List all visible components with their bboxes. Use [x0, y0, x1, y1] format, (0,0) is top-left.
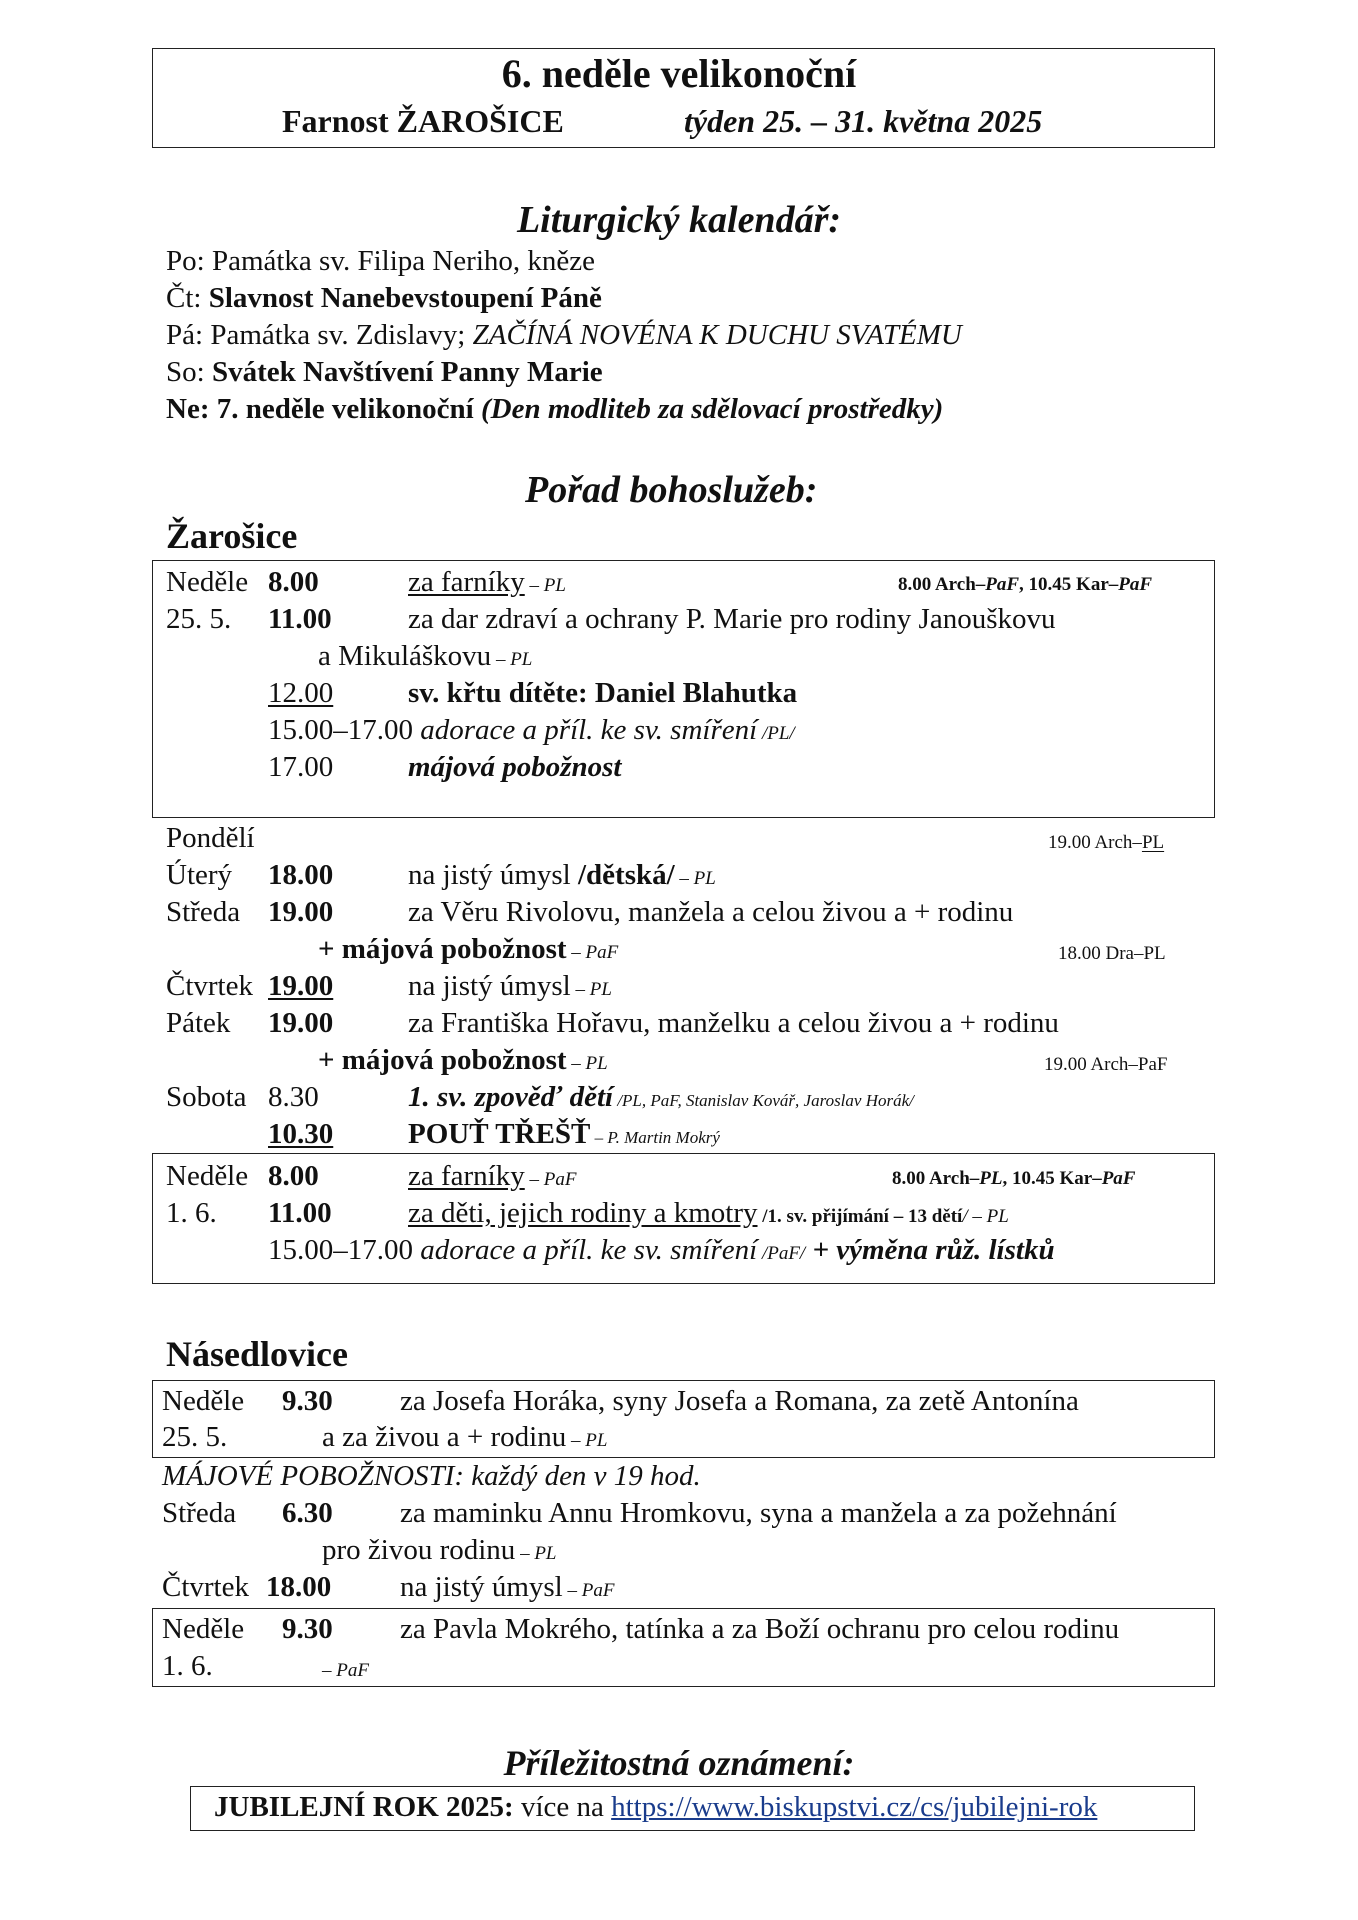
z-next-sunday-time-2: 11.00 [268, 1197, 332, 1229]
jubilee-link[interactable]: https://www.biskupstvi.cz/cs/jubilejni-rok [611, 1791, 1098, 1823]
z-wednesday-day: Středa [166, 896, 241, 928]
z-friday-intention: za Františka Hořavu, manželku a celou živou a + rodinu [408, 1007, 1059, 1039]
week-range: týden 25. – 31. května 2025 [684, 103, 1043, 139]
nasedlovice-heading: Násedlovice [166, 1334, 348, 1374]
n-next-sunday-day: Neděle [162, 1613, 245, 1645]
z-saturday-time: 8.30 [268, 1081, 319, 1113]
z-row-5-adoration: 15.00–17.00 adorace a příl. ke sv. smíření /PL/ [268, 714, 795, 746]
z-saturday-day: Sobota [166, 1081, 247, 1113]
zarosice-heading: Žarošice [166, 516, 298, 556]
z-row-3-intention: a Mikuláškovu – PL [318, 640, 533, 672]
z-row-2-date: 25. 5. [166, 603, 232, 635]
n-next-sunday-intention: za Pavla Mokrého, tatínka a za Boží ochranu pro celou rodinu [400, 1613, 1120, 1645]
n-next-sunday-date: 1. 6. [162, 1650, 213, 1682]
n-row-1-day: Neděle [162, 1385, 245, 1417]
n-thursday-day: Čtvrtek [162, 1571, 249, 1603]
z-next-sunday-day: Neděle [166, 1160, 249, 1192]
z-friday-time: 19.00 [268, 1007, 334, 1039]
n-next-sunday-time: 9.30 [282, 1613, 333, 1645]
z-friday-day: Pátek [166, 1007, 231, 1039]
z-saturday-confession: 1. sv. zpověď dětí /PL, PaF, Stanislav Kovář, Jaroslav Horák/ [408, 1081, 914, 1113]
calendar-heading: Liturgický kalendář: [516, 199, 842, 241]
n-wednesday-intention-2: pro živou rodinu – PL [322, 1534, 557, 1566]
z-row-4-time: 12.00 [268, 677, 334, 709]
z-friday-devotion: + májová pobožnost – PL [318, 1044, 608, 1076]
z-next-sunday-other: 8.00 Arch–PL, 10.45 Kar–PaF [892, 1168, 1136, 1189]
n-row-1-intention: za Josefa Horáka, syny Josefa a Romana, za zetě Antonína [400, 1385, 1079, 1417]
z-saturday-pilgrimage: POUŤ TŘEŠŤ – P. Martin Mokrý [408, 1118, 720, 1150]
z-row-2-time: 11.00 [268, 603, 332, 635]
z-next-sunday-time: 8.00 [268, 1160, 319, 1192]
z-wednesday-other: 18.00 Dra–PL [1058, 943, 1166, 964]
z-thursday-intention: na jistý úmysl – PL [408, 970, 612, 1002]
z-saturday-time-2: 10.30 [268, 1118, 334, 1150]
n-row-1-time: 9.30 [282, 1385, 333, 1417]
z-thursday-time: 19.00 [268, 970, 334, 1002]
z-monday-day: Pondělí [166, 822, 255, 854]
n-row-2-date: 25. 5. [162, 1421, 228, 1453]
z-wednesday-intention: za Věru Rivolovu, manžela a celou živou a + rodinu [408, 896, 1014, 928]
z-tuesday-time: 18.00 [268, 859, 334, 891]
z-row-6-time: 17.00 [268, 751, 334, 783]
calendar-sunday: Ne: 7. neděle velikonoční (Den modliteb za sdělovací prostředky) [166, 393, 944, 425]
z-tuesday-day: Úterý [166, 859, 233, 891]
n-row-2-intention: a za živou a + rodinu – PL [322, 1421, 608, 1453]
z-next-sunday-date: 1. 6. [166, 1197, 217, 1229]
z-thursday-day: Čtvrtek [166, 970, 253, 1002]
calendar-thursday: Čt: Slavnost Nanebevstoupení Páně [166, 282, 602, 314]
calendar-monday: Po: Památka sv. Filipa Neriho, kněze [166, 245, 596, 277]
z-row-1-other-masses: 8.00 Arch–PaF, 10.45 Kar–PaF [898, 574, 1153, 595]
n-wednesday-day: Středa [162, 1497, 237, 1529]
z-row-2-intention: za dar zdraví a ochrany P. Marie pro rodiny Janouškovu [408, 603, 1056, 635]
n-wednesday-time: 6.30 [282, 1497, 333, 1529]
z-row-6-may-devotion: májová pobožnost [408, 751, 622, 783]
page-title: 6. neděle velikonoční [501, 51, 857, 96]
n-thursday-time: 18.00 [266, 1571, 332, 1603]
z-row-1-day: Neděle [166, 566, 249, 598]
z-row-1-intention: za farníky – PL [408, 566, 566, 598]
n-wednesday-intention: za maminku Annu Hromkovu, syna a manžela a za požehnání [400, 1497, 1117, 1529]
n-may-devotions: MÁJOVÉ POBOŽNOSTI: každý den v 19 hod. [162, 1460, 701, 1492]
z-next-sunday-intention: za farníky – PaF [408, 1160, 577, 1192]
schedule-heading: Pořad bohoslužeb: [525, 469, 818, 511]
z-row-1-time: 8.00 [268, 566, 319, 598]
z-wednesday-devotion: + májová pobožnost – PaF [318, 933, 619, 965]
z-friday-other: 19.00 Arch–PaF [1044, 1054, 1168, 1075]
z-tuesday-intention: na jistý úmysl /dětská/ – PL [408, 859, 716, 891]
n-thursday-intention: na jistý úmysl – PaF [400, 1571, 615, 1603]
z-wednesday-time: 19.00 [268, 896, 334, 928]
calendar-saturday: So: Svátek Navštívení Panny Marie [166, 356, 603, 388]
z-monday-other: 19.00 Arch–PL [1048, 832, 1165, 853]
z-next-sunday-communion: za děti, jejich rodiny a kmotry /1. sv. přijímání – 13 dětí/ – PL [408, 1197, 1009, 1229]
parish-name: Farnost ŽAROŠICE [282, 103, 564, 139]
jubilee-notice: JUBILEJNÍ ROK 2025: více na https://www.biskupstvi.cz/cs/jubilejni-rok [214, 1791, 1098, 1823]
n-next-sunday-priest: – PaF [322, 1660, 369, 1681]
announcements-heading: Příležitostná oznámení: [503, 1743, 855, 1783]
calendar-friday: Pá: Památka sv. Zdislavy; ZAČÍNÁ NOVÉNA K DUCHU SVATÉMU [166, 319, 962, 351]
z-next-sunday-adoration: 15.00–17.00 adorace a příl. ke sv. smíření /PaF/ + výměna růž. lístků [268, 1234, 1055, 1266]
z-row-4-baptism: sv. křtu dítěte: Daniel Blahutka [408, 677, 798, 709]
